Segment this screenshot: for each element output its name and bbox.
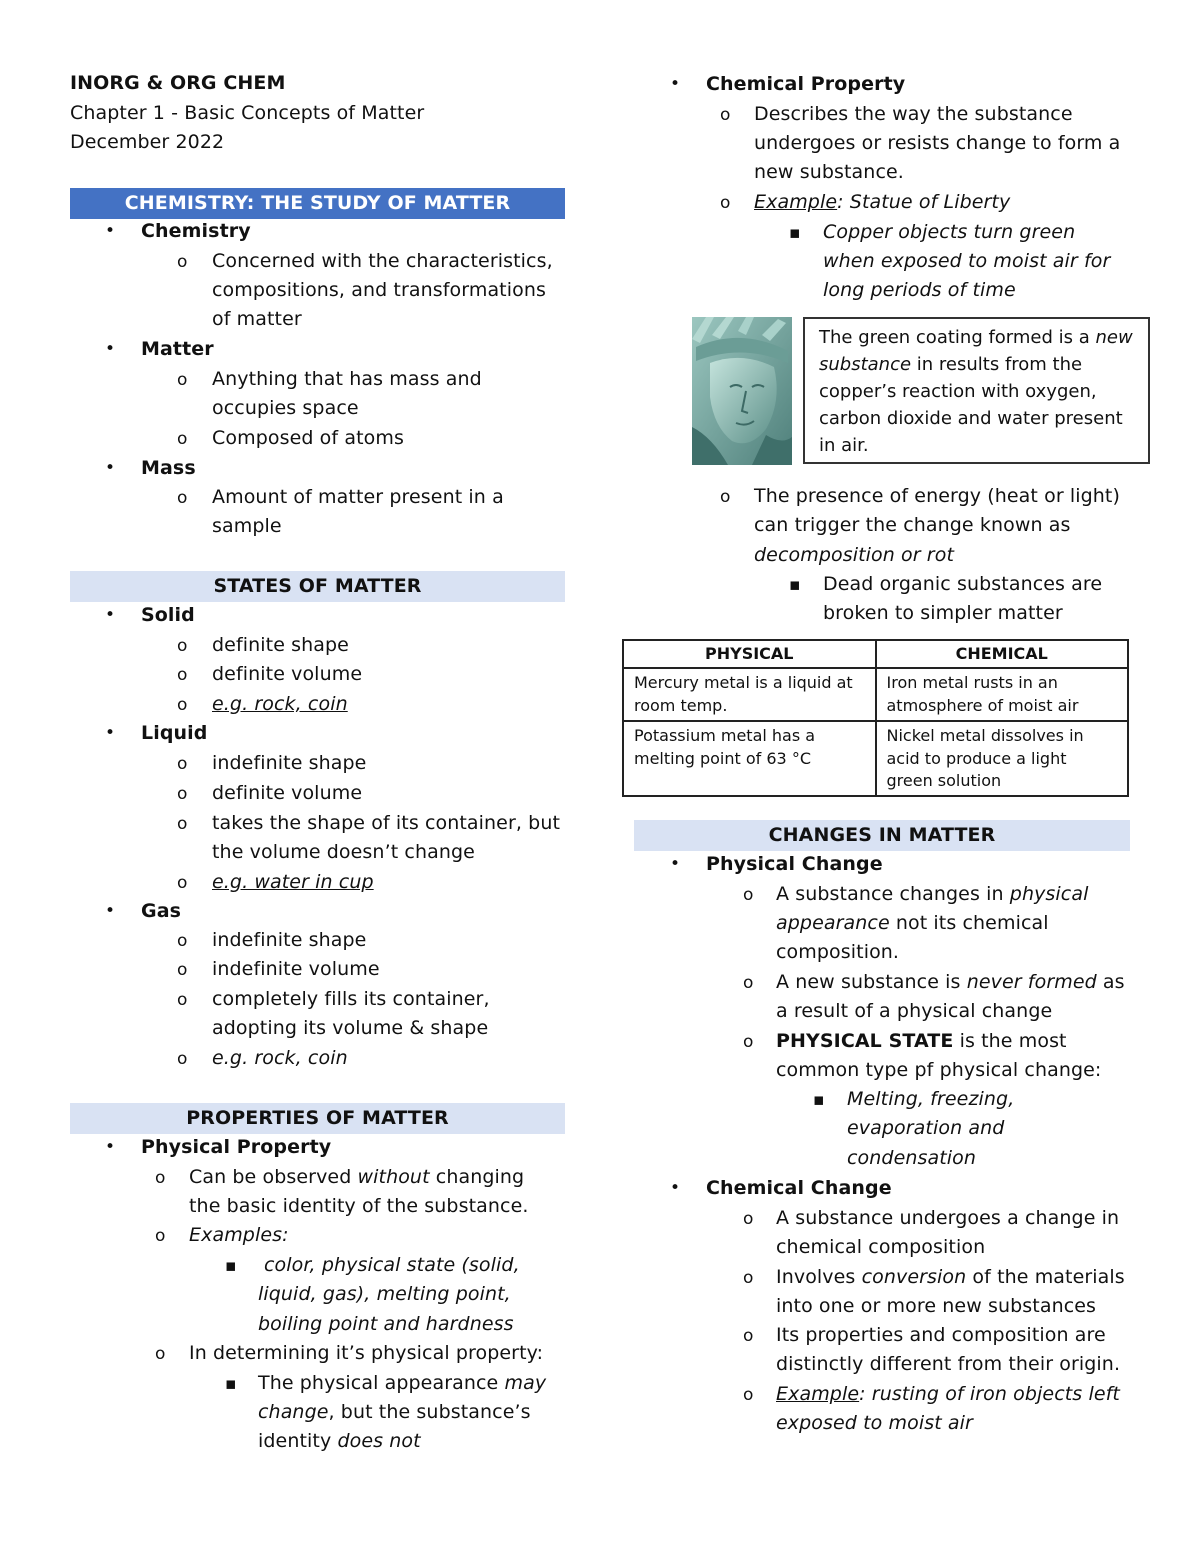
examples-label: Examples: (189, 1224, 289, 1246)
circle-marker: o (177, 252, 188, 272)
gas-item: indefinite volume (212, 958, 380, 980)
dead-organic-line: Dead organic substances are (823, 573, 1103, 595)
circle-marker: o (177, 665, 188, 685)
circle-marker: o (177, 814, 188, 834)
solid-item: definite shape (212, 634, 349, 656)
bullet-marker: • (670, 1178, 681, 1198)
note-line: copper’s reaction with oxygen, (819, 381, 1097, 402)
circle-marker: o (743, 973, 754, 993)
state-solid: Solid (141, 604, 195, 626)
examples-line: color, physical state (solid, (264, 1254, 520, 1276)
circle-marker: o (743, 1326, 754, 1346)
table-header: PHYSICAL (623, 640, 876, 668)
chemistry-def-line: of matter (212, 308, 302, 330)
examples-line: boiling point and hardness (258, 1313, 514, 1335)
energy-line: The presence of energy (heat or light) (754, 485, 1120, 507)
table-cell: Iron metal rusts in an atmosphere of moist air (876, 668, 1129, 721)
dead-organic-line: broken to simpler matter (823, 602, 1063, 624)
circle-marker: o (177, 960, 188, 980)
bullet-marker: • (105, 723, 116, 743)
physical-change-line: a result of a physical change (776, 1000, 1053, 1022)
gas-item: adopting its volume & shape (212, 1017, 489, 1039)
circle-marker: o (177, 990, 188, 1010)
term-chemical-property: Chemical Property (706, 73, 906, 95)
liquid-item: the volume doesn’t change (212, 841, 475, 863)
physical-change-line: composition. (776, 941, 900, 963)
section-header-properties: PROPERTIES OF MATTER (70, 1103, 565, 1134)
section-header-changes: CHANGES IN MATTER (634, 820, 1130, 851)
table-cell: Nickel metal dissolves in acid to produce a light green solution (876, 721, 1129, 796)
determining-line: In determining it’s physical property: (189, 1342, 544, 1364)
copper-line: Copper objects turn green (823, 221, 1076, 243)
appearance-line: identity does not (258, 1430, 421, 1452)
table-row (623, 721, 1128, 796)
bullet-marker: • (105, 458, 116, 478)
circle-marker: o (177, 873, 188, 893)
state-gas: Gas (141, 900, 182, 922)
appearance-line: change, but the substance’s (258, 1401, 531, 1423)
green-coating-note (803, 317, 1150, 464)
mass-def-line: Amount of matter present in a (212, 486, 504, 508)
liquid-item: indefinite shape (212, 752, 367, 774)
solid-example: e.g. rock, coin (212, 693, 348, 715)
copper-line: when exposed to moist air for (823, 250, 1111, 272)
chemical-def-line: Describes the way the substance (754, 103, 1073, 125)
table-header: CHEMICAL (876, 640, 1129, 668)
square-marker: ▪ (225, 1374, 237, 1394)
bullet-marker: • (105, 339, 116, 359)
circle-marker: o (720, 193, 731, 213)
circle-marker: o (743, 1209, 754, 1229)
chemical-change-line: chemical composition (776, 1236, 986, 1258)
liquid-item: takes the shape of its container, but (212, 812, 561, 834)
energy-line: can trigger the change known as (754, 514, 1071, 536)
physical-observed-line: the basic identity of the substance. (189, 1195, 529, 1217)
physical-observed-line: Can be observed without changing (189, 1166, 525, 1188)
physical-change-line: appearance not its chemical (776, 912, 1049, 934)
note-line: substance in results from the (819, 354, 1083, 375)
circle-marker: o (177, 370, 188, 390)
physical-change-line: A new substance is never formed as (776, 971, 1125, 993)
circle-marker: o (177, 429, 188, 449)
mass-def-line: sample (212, 515, 282, 537)
chemistry-def-line: Concerned with the characteristics, (212, 250, 553, 272)
property-comparison-table (622, 639, 1129, 797)
chemical-change-line: Involves conversion of the materials (776, 1266, 1125, 1288)
circle-marker: o (177, 488, 188, 508)
term-physical-property: Physical Property (141, 1136, 332, 1158)
chemical-change-line: A substance undergoes a change in (776, 1207, 1120, 1229)
circle-marker: o (743, 1385, 754, 1405)
matter-def-line: Anything that has mass and (212, 368, 482, 390)
table-cell: Potassium metal has a melting point of 63 °C (623, 721, 876, 796)
liquid-item: definite volume (212, 782, 363, 804)
statue-of-liberty-image (692, 317, 792, 465)
bullet-marker: • (105, 605, 116, 625)
circle-marker: o (155, 1226, 166, 1246)
bullet-marker: • (105, 221, 116, 241)
course-title: INORG & ORG CHEM (70, 72, 286, 94)
circle-marker: o (743, 1032, 754, 1052)
chemical-def-line: undergoes or resists change to form a (754, 132, 1121, 154)
matter-def-line: Composed of atoms (212, 427, 404, 449)
note-line: carbon dioxide and water present (819, 408, 1123, 429)
note-line: The green coating formed is a new (819, 327, 1133, 348)
chemistry-def-line: compositions, and transformations (212, 279, 546, 301)
bullet-marker: • (105, 901, 116, 921)
circle-marker: o (720, 105, 731, 125)
term-chemical-change: Chemical Change (706, 1177, 892, 1199)
circle-marker: o (743, 1268, 754, 1288)
circle-marker: o (177, 695, 188, 715)
melting-line: condensation (847, 1147, 977, 1169)
square-marker: ▪ (789, 223, 801, 243)
section-header-states: STATES OF MATTER (70, 571, 565, 602)
copper-line: long periods of time (823, 279, 1016, 301)
chemical-change-line: distinctly different from their origin. (776, 1353, 1121, 1375)
term-chemistry: Chemistry (141, 220, 251, 242)
liquid-example: e.g. water in cup (212, 871, 374, 893)
square-marker: ▪ (225, 1256, 237, 1276)
document-date: December 2022 (70, 131, 225, 153)
circle-marker: o (177, 931, 188, 951)
circle-marker: o (177, 784, 188, 804)
note-line: in air. (819, 435, 869, 456)
table-cell: Mercury metal is a liquid at room temp. (623, 668, 876, 721)
gas-example: e.g. rock, coin (212, 1047, 348, 1069)
section-header-study: CHEMISTRY: THE STUDY OF MATTER (70, 188, 565, 219)
square-marker: ▪ (789, 575, 801, 595)
bullet-marker: • (670, 74, 681, 94)
gas-item: completely fills its container, (212, 988, 490, 1010)
state-liquid: Liquid (141, 722, 208, 744)
chemical-change-example: Example: rusting of iron objects left (776, 1383, 1120, 1405)
term-mass: Mass (141, 457, 196, 479)
melting-line: Melting, freezing, (847, 1088, 1015, 1110)
melting-line: evaporation and (847, 1117, 1005, 1139)
term-physical-change: Physical Change (706, 853, 883, 875)
bullet-marker: • (670, 854, 681, 874)
chemical-change-example: exposed to moist air (776, 1412, 973, 1434)
example-statue: Example: Statue of Liberty (754, 191, 1011, 213)
physical-change-line: common type pf physical change: (776, 1059, 1102, 1081)
circle-marker: o (743, 885, 754, 905)
table-row (623, 668, 1128, 721)
matter-def-line: occupies space (212, 397, 359, 419)
physical-change-line: PHYSICAL STATE is the most (776, 1030, 1067, 1052)
solid-item: definite volume (212, 663, 363, 685)
chapter-title: Chapter 1 - Basic Concepts of Matter (70, 102, 425, 124)
term-matter: Matter (141, 338, 214, 360)
chemical-change-line: into one or more new substances (776, 1295, 1097, 1317)
circle-marker: o (720, 487, 731, 507)
appearance-line: The physical appearance may (258, 1372, 547, 1394)
circle-marker: o (177, 636, 188, 656)
examples-line: liquid, gas), melting point, (258, 1283, 511, 1305)
circle-marker: o (155, 1344, 166, 1364)
circle-marker: o (155, 1168, 166, 1188)
chemical-def-line: new substance. (754, 161, 904, 183)
energy-line: decomposition or rot (754, 544, 954, 566)
chemical-change-line: Its properties and composition are (776, 1324, 1106, 1346)
physical-change-line: A substance changes in physical (776, 883, 1089, 905)
circle-marker: o (177, 754, 188, 774)
circle-marker: o (177, 1049, 188, 1069)
gas-item: indefinite shape (212, 929, 367, 951)
bullet-marker: • (105, 1137, 116, 1157)
square-marker: ▪ (813, 1090, 825, 1110)
